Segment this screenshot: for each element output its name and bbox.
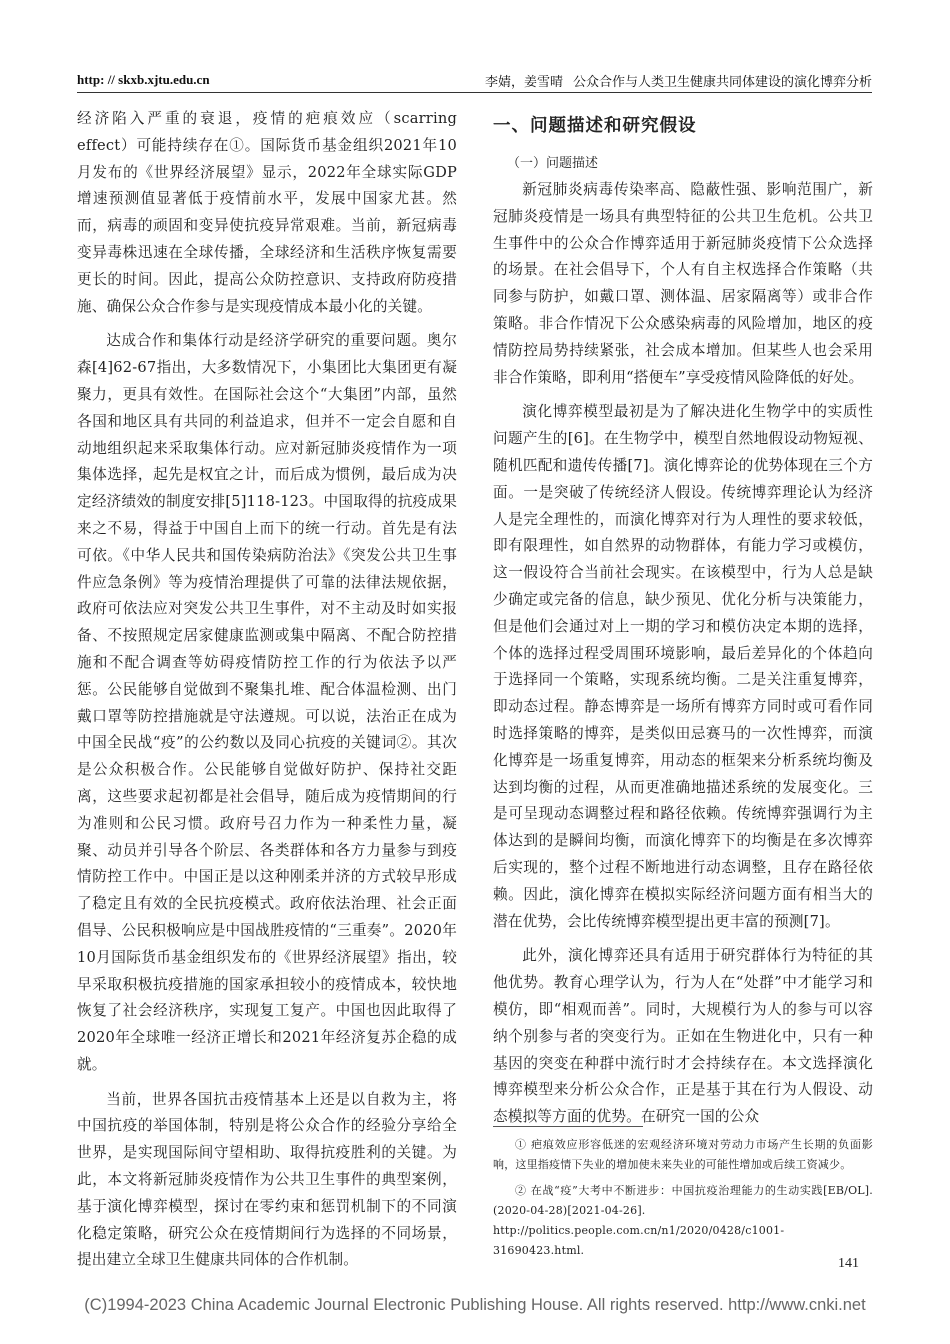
paragraph: 演化博弈模型最初是为了解决进化生物学中的实质性问题产生的[6]。在生物学中，模型自然地假设动物短视、随机匹配和遗传传播[7]。演化博弈论的优势体现在三个方面。一是突破了传统经济人假设。传统博弈理论认为经济人是完全理性的，而演化博弈对行为人理性的要求较低，即有限理性，如自然界的动物群体，有能力学习或模仿，这一假设符合当前社会现实。在该模型中，行为人总是缺少确定或完备的信息，缺少预见、优化分析与决策能力，但是他们会通过对上一期的学习和模仿决定本期的选择，个体的选择过程受周围环境影响，最后差异化的个体趋向于选择同一个策略，实现系统均衡。二是关注重复博弈，即动态过程。静态博弈是一场所有博弈方同时或可看作同时选择策略的博弈，是类似田忌赛马的一次性博弈，而演化博弈是一场重复博弈，用动态的框架来分析系统均衡及达到均衡的过程，从而更准确地描述系统的发展变化。三是可呈现动态调整过程和路径依赖。传统博弈强调行为主体达到的是瞬间均衡，而演化博弈下的均衡是在多次博弈后实现的，整个过程不断地进行动态调整，且存在路径依赖。因此，演化博弈在模拟实际经济问题方面有相当大的潜在优势，会比传统博弈模型提出更丰富的预测[7]。: [493, 403, 873, 930]
copyright-watermark: (C)1994-2023 China Academic Journal Electronic Publishing House. All rights reserved. http://www.cnki.net: [84, 1296, 866, 1314]
subsection-title: （一）问题描述: [507, 156, 599, 171]
header-authors: 李婧，姜雪晴: [484, 75, 563, 90]
section-title: 一、问题描述和研究假设: [493, 116, 697, 136]
paragraph: 经济陷入严重的衰退，疫情的疤痕效应（scarring effect）可能持续存在①。国际货币基金组织2021年10月发布的《世界经济展望》显示，2022年全球实际GDP增速预测值显著低于疫情前水平，发展中国家尤甚。然而，病毒的顽固和变异使抗疫异常艰难。当前，新冠病毒变异毒株迅速在全球传播，全球经济和生活秩序恢复需要更长的时间。因此，提高公众防控意识、支持政府防疫措施、确保公众合作参与是实现疫情成本最小化的关键。: [77, 110, 457, 315]
footnote-rule: [493, 1126, 643, 1127]
footnote: ① 疤痕效应形容低迷的宏观经济环境对劳动力市场产生长期的负面影响，这里指疫情下失业的增加使未来失业的可能性增加或后续工资减少。: [493, 1138, 873, 1171]
header-rule: [77, 92, 872, 93]
journal-url: http: // skxb.xjtu.edu.cn: [77, 72, 210, 87]
left-column: [77, 106, 457, 1274]
page-number: 141: [838, 1256, 859, 1271]
footnotes: [493, 1126, 873, 1267]
header-article-title: 公众合作与人类卫生健康共同体建设的演化博弈分析: [572, 75, 872, 90]
running-header: [77, 68, 872, 92]
footnote: ② 在战“疫”大考中不断进步：中国抗疫治理能力的生动实践[EB/OL].(2020-04-28)[2021-04-26]. http://politics.people.com.cn/n1/2020/0428/c1001-31690423.html.: [493, 1184, 873, 1257]
paragraph: 此外，演化博弈还具有适用于研究群体行为特征的其他优势。教育心理学认为，行为人在“处群”中才能学习和模仿，即“相观而善”。同时，大规模行为人的参与可以容纳个别参与者的突变行为。正如在生物进化中，只有一种基因的突变在种群中流行时才会持续存在。本文选择演化博弈模型来分析公众合作，正是基于其在行为人假设、动态模拟等方面的优势。在研究一国的公众: [493, 947, 873, 1126]
paragraph: 新冠肺炎病毒传染率高、隐蔽性强、影响范围广，新冠肺炎疫情是一场具有典型特征的公共卫生危机。公共卫生事件中的公众合作博弈适用于新冠肺炎疫情下公众选择的场景。在社会倡导下，个人有自主权选择合作策略（共同参与防护，如戴口罩、测体温、居家隔离等）或非合作策略。非合作情况下公众感染病毒的风险增加，地区的疫情防控局势持续紧张，社会成本增加。但某些人也会采用非合作策略，即利用“搭便车”享受疫情风险降低的好处。: [493, 181, 873, 386]
paragraph: 达成合作和集体行动是经济学研究的重要问题。奥尔森[4]62-67指出，大多数情况下，小集团比大集团更有凝聚力，更具有效性。在国际社会这个“大集团”内部，虽然各国和地区具有共同的利益追求，但并不一定会自愿和自动地组织起来采取集体行动。应对新冠肺炎疫情作为一项集体选择，起先是权宜之计，而后成为惯例，最后成为决定经济绩效的制度安排[5]118-123。中国取得的抗疫成果来之不易，得益于中国自上而下的统一行动。首先是有法可依。《中华人民共和国传染病防治法》《突发公共卫生事件应急条例》等为疫情治理提供了可靠的法律法规依据，政府可依法应对突发公共卫生事件，对不主动及时如实报备、不按照规定居家健康监测或集中隔离、不配合防控措施和不配合调查等妨碍疫情防控工作的行为依法予以严惩。公民能够自觉做到不聚集扎堆、配合体温检测、出门戴口罩等防控措施就是守法遵规。可以说，法治正在成为中国全民战“疫”的公约数以及同心抗疫的关键词②。其次是公众积极合作。公民能够自觉做好防护、保持社交距离，这些要求起初都是社会倡导，随后成为疫情期间的行为准则和公民习惯。政府号召力作为一种柔性力量，凝聚、动员并引导各个阶层、各类群体和各方力量参与到疫情防控工作中。中国正是以这种刚柔并济的方式较早形成了稳定且有效的全民抗疫模式。政府依法治理、社会正面倡导、公民积极响应是中国战胜疫情的“三重奏”。2020年10月国际货币基金组织发布的《世界经济展望》指出，较早采取积极抗疫措施的国家承担较小的疫情成本，较快地恢复了社会经济秩序，实现复工复产。中国也因此取得了2020年全球唯一经济正增长和2021年经济复苏企稳的成就。: [77, 332, 457, 1073]
right-column: [493, 106, 873, 1131]
running-title: [485, 71, 872, 90]
paragraph: 当前，世界各国抗击疫情基本上还是以自救为主，将中国抗疫的举国体制，特别是将公众合作的经验分享给全世界，是实现国际间守望相助、取得抗疫胜利的关键。为此，本文将新冠肺炎疫情作为公共卫生事件的典型案例，基于演化博弈模型，探讨在零约束和惩罚机制下的不同演化稳定策略，研究公众在疫情期间行为选择的不同场景，提出建立全球卫生健康共同体的合作机制。: [77, 1090, 457, 1269]
